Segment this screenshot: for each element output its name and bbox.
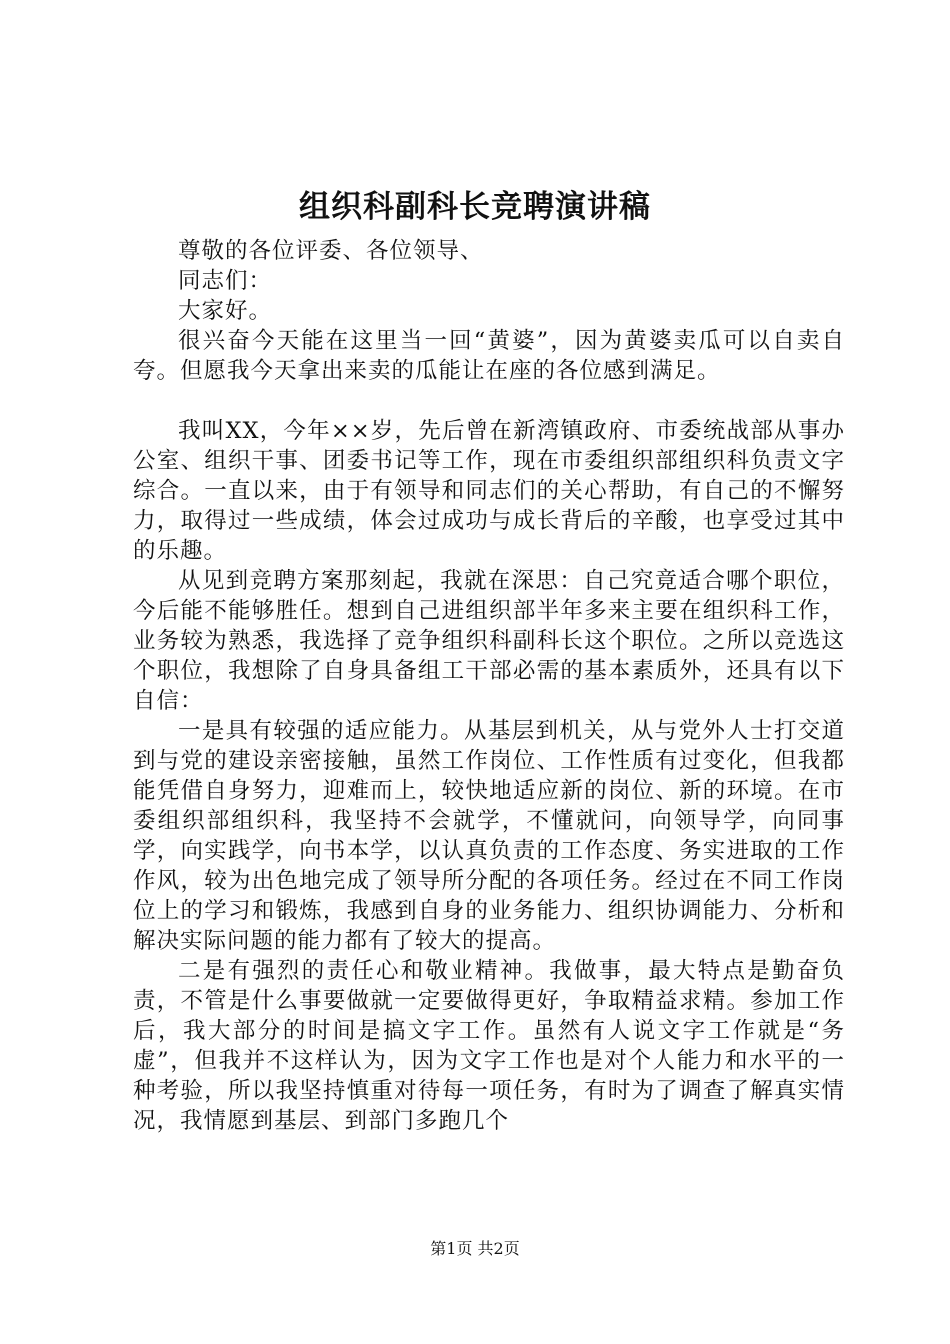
paragraph-opening: 很兴奋今天能在这里当一回“黄婆”，因为黄婆卖瓜可以自卖自夸。但愿我今天拿出来卖的瓜能让在座的各位感到满足。	[133, 328, 845, 384]
document-title: 组织科副科长竞聘演讲稿	[299, 189, 651, 225]
paragraph-self-introduction: 我叫XX，今年××岁，先后曾在新湾镇政府、市委统战部从事办公室、组织干事、团委书记等工作，现在市委组织部组织科负责文字综合。一直以来，由于有领导和同志们的关心帮助，有自己的不懈努力，取得过一些成绩，体会过成功与成长背后的辛酸，也享受过其中的乐趣。	[133, 418, 845, 564]
paragraph-position-choice: 从见到竞聘方案那刻起，我就在深思：自己究竟适合哪个职位，今后能不能够胜任。想到自己进组织部半年多来主要在组织科工作，业务较为熟悉，我选择了竞争组织科副科长这个职位。之所以竞选这个职位，我想除了自身具备组工干部必需的基本素质外，还具有以下自信：	[133, 568, 845, 714]
paragraph-point-two: 二是有强烈的责任心和敬业精神。我做事，最大特点是勤奋负责，不管是什么事要做就一定要做得更好，争取精益求精。参加工作后，我大部分的时间是搞文字工作。虽然有人说文字工作就是“务虚”，但我并不这样认为，因为文字工作也是对个人能力和水平的一种考验，所以我坚持慎重对待每一项任务，有时为了调查了解真实情况，我情愿到基层、到部门多跑几个	[133, 958, 845, 1134]
paragraph-salutation-2: 同志们：	[178, 268, 273, 294]
page-footer: 第1页 共2页	[430, 1239, 520, 1258]
paragraph-salutation: 尊敬的各位评委、各位领导、	[178, 238, 484, 264]
paragraph-point-one: 一是具有较强的适应能力。从基层到机关，从与党外人士打交道到与党的建设亲密接触，虽然工作岗位、工作性质有过变化，但我都能凭借自身努力，迎难而上，较快地适应新的岗位、新的环境。在市委组织部组织科，我坚持不会就学，不懂就问，向领导学，向同事学，向实践学，向书本学，以认真负责的工作态度、务实进取的工作作风，较为出色地完成了领导所分配的各项任务。经过在不同工作岗位上的学习和锻炼，我感到自身的业务能力、组织协调能力、分析和解决实际问题的能力都有了较大的提高。	[133, 718, 845, 954]
document-body	[133, 236, 845, 1136]
paragraph-greeting: 大家好。	[178, 298, 273, 324]
